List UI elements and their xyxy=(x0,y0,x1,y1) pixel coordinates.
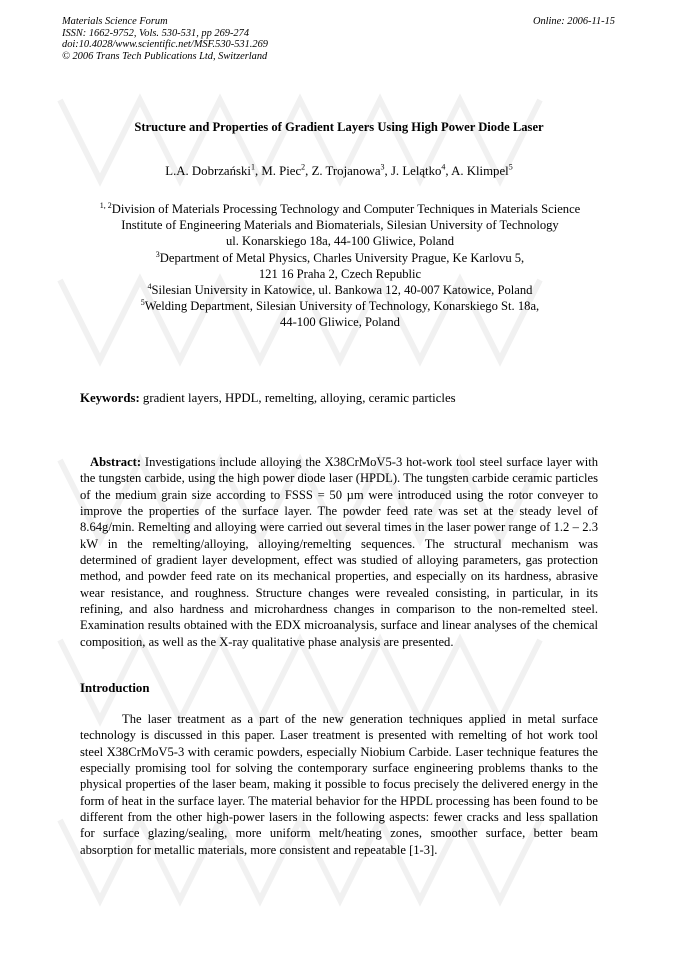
keywords-label: Keywords: xyxy=(80,391,140,405)
affiliation-line: $^3$Department of Metal Physics, Charles University Prague, Ke Karlovu 5, xyxy=(155,249,525,265)
affiliation-line: $^4$Silesian University in Katowice, ul. Bankowa 12, 40-007 Katowice, Poland xyxy=(147,281,533,298)
copyright-line: © 2006 Trans Tech Publications Ltd, Switzerland xyxy=(62,50,268,62)
affiliation-line: 121 16 Praha 2, Czech Republic xyxy=(258,266,422,281)
affiliation-line: $^{1, 2}$Division of Materials Processing Technology and Computer Techniques in Materials Science xyxy=(99,200,581,216)
abstract-label: Abstract: xyxy=(90,455,142,469)
section-heading-introduction: Introduction xyxy=(80,681,150,695)
affiliation-line: $^5$Welding Department, Silesian University of Technology, Konarskiego St. 18a, xyxy=(140,298,540,314)
abstract-text: Investigations include alloying the X38CrMoV5-3 hot-work tool steel surface layer with the tungsten carbide, using the high power diode laser (HPDL). The tungsten carbide ceramic particles of the medium grain size according to FSSS = 50 µm were introduced using the rotor conveyer to improve the properties of the surface layer. The powder feed rate was set at the steady level of 8.64g/min. Remelting and alloying were carried out several times in the laser power range of 1.2 – 2.3 kW in the remelting/alloying, alloying/remelting sequences. The structural mechanism was determined of gradient layer development, effect was studied of alloying parameters, gas protection method, and powder feed rate on its mechanical properties, and especially on its hardness, abrasive wear resistance, and roughness. Structure changes were revealed consisting, in particular, in its refining, and also hardness and microhardness changes in comparison to the non-remelted steel. Examination results obtained with the EDX microanalysis, surface and linear analyses of the chemical composition, as well as the X-ray qualitative phase analysis are presented. xyxy=(80,455,598,649)
author: Z. Trojanowa$^3$, xyxy=(311,162,391,178)
affiliation-line: ul. Konarskiego 18a, 44-100 Gliwice, Poland xyxy=(225,234,455,249)
affiliations xyxy=(62,201,618,331)
online-date: Online: 2006-11-15 xyxy=(532,16,615,27)
author-list xyxy=(0,164,678,179)
keywords-text: gradient layers, HPDL, remelting, alloying, ceramic particles xyxy=(139,391,456,405)
paper-title: Structure and Properties of Gradient Layers Using High Power Diode Laser xyxy=(134,120,544,134)
affiliation-line: Institute of Engineering Materials and Biomaterials, Silesian University of Technology xyxy=(121,218,559,233)
journal-name: Materials Science Forum xyxy=(62,16,168,27)
author: M. Piec$^2$, xyxy=(261,162,312,178)
author: L.A. Dobrzański$^1$, xyxy=(165,162,262,178)
introduction-paragraph: The laser treatment as a part of the new generation techniques applied in metal surface technology is discussed in this paper. Laser treatment is presented with remelting of hot work tool steel X38CrMoV5-3 with ceramic powders, especially Niobium Carbide. Laser technique features the especially promising tool for solving the contemporary surface engineering problems thanks to the physical properties of the laser beam, making it possible to focus precisely the delivered energy in the form of heat in the surface layer. The material behavior for the HPDL processing has been found to be different from the other high-power lasers in the following aspects: fewer cracks and less spallation for surface glazing/sealing, more uniform melt/heating zones, smoother surface, better beam absorption for metallic materials, more consistent and repeatable [1-3]. xyxy=(80,712,598,857)
journal-header xyxy=(62,16,268,62)
affiliation-line: 44-100 Gliwice, Poland xyxy=(280,315,400,330)
author: J. Lelątko$^4$, xyxy=(390,162,452,178)
abstract xyxy=(80,454,598,650)
doi-link[interactable]: doi:10.4028/www.scientific.net/MSF.530-531.269 xyxy=(62,39,268,50)
issn-line: ISSN: 1662-9752, Vols. 530-531, pp 269-274 xyxy=(62,27,250,39)
author: A. Klimpel$^5$ xyxy=(451,162,513,178)
keywords xyxy=(80,391,620,406)
